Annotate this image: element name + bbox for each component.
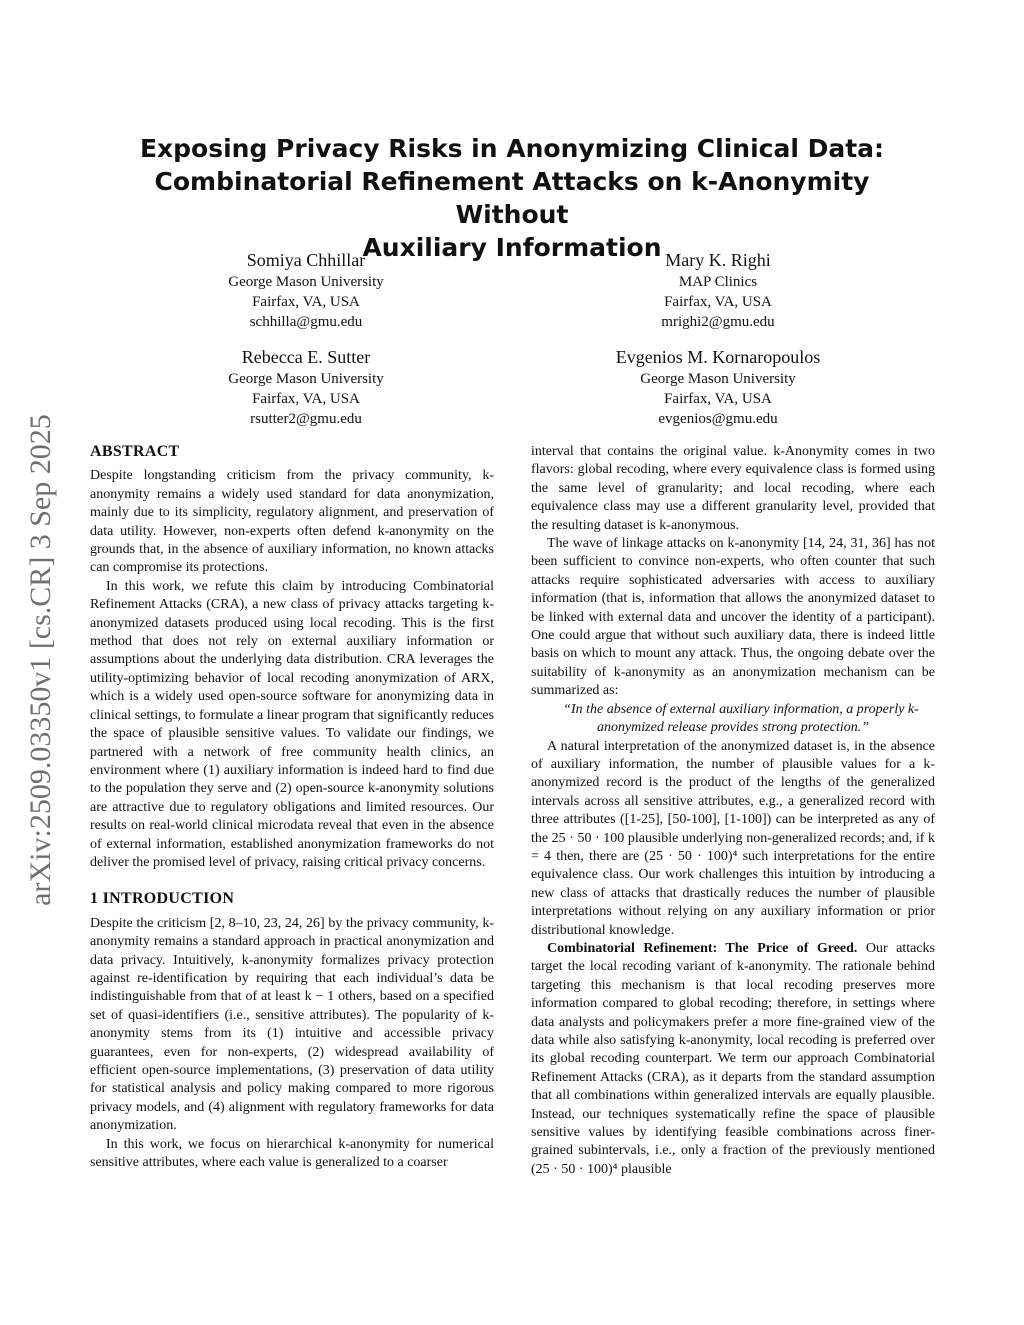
author-email[interactable]: evgenios@gmu.edu bbox=[658, 411, 778, 427]
author-block-3 bbox=[166, 345, 446, 429]
right-paragraph-1: interval that contains the original value. k-Anonymity comes in two flavors: global recoding, where every equivalence class is formed using the same level of granularity; and local recoding, where each equivalence class may use a different granularity level, provided that the resulting dataset is k-anonymous. bbox=[531, 444, 935, 533]
arxiv-id: arXiv:2509.03350v1 [cs.CR] 3 Sep 2025 bbox=[24, 414, 57, 906]
paragraph-body: Our attacks target the local recoding variant of k-anonymity. The rationale behind targeting this mechanism is that local recoding preserves more information compared to global recoding; therefore, in settings where data analysts and policymakers prefer a more fine-grained view of the data while also satisfying k-anonymity, local recoding is preferred over its global recoding counterpart. We term our approach Combinatorial Refinement Attacks (CRA), as it departs from the standard assumption that all combinations within generalized intervals are equally plausible. Instead, our techniques systematically refine the space of plausible sensitive values by identifying feasible combinations across finer-grained subintervals, i.e., only a fraction of the previously mentioned (25 · 50 · 100)⁴ plausible bbox=[531, 940, 935, 1177]
paper-title bbox=[100, 132, 924, 264]
author-location: Fairfax, VA, USA bbox=[664, 294, 772, 310]
title-line-1: Exposing Privacy Risks in Anonymizing Clinical Data: bbox=[139, 134, 885, 163]
author-email[interactable]: schhilla@gmu.edu bbox=[249, 314, 363, 330]
author-block-2 bbox=[578, 248, 858, 332]
title-line-2: Combinatorial Refinement Attacks on k-Anonymity Without bbox=[154, 167, 870, 229]
author-email[interactable]: mrighi2@gmu.edu bbox=[661, 314, 775, 330]
intro-paragraph-2: In this work, we focus on hierarchical k-anonymity for numerical sensitive attributes, where each value is generalized to a coarser bbox=[90, 1136, 494, 1171]
author-block-1 bbox=[166, 248, 446, 332]
introduction-heading: 1 INTRODUCTION bbox=[90, 890, 235, 908]
author-block-4 bbox=[578, 345, 858, 429]
author-affiliation: George Mason University bbox=[640, 371, 796, 387]
left-column bbox=[90, 443, 494, 1172]
author-affiliation: George Mason University bbox=[228, 371, 384, 387]
right-paragraph-2: The wave of linkage attacks on k-anonymity [14, 24, 31, 36] has not been sufficient to convince non-experts, who often counter that such attacks require sophisticated adversaries with access to auxiliary information (that is, information that allows the anonymized dataset to be linked with external data and uncover the identity of a participant). One could argue that without such auxiliary data, there is indeed little basis on which to mount any attack. Thus, the ongoing debate over the suitability of k-anonymity as an anonymization mechanism can be summarized as: bbox=[531, 536, 935, 699]
title-line-3: Auxiliary Information bbox=[362, 233, 662, 262]
abstract-paragraph-2: In this work, we refute this claim by introducing Combinatorial Refinement Attacks (CRA), a new class of privacy attacks targeting k-anonymized datasets produced using local recoding. This is the first method that does not rely on external auxiliary information or assumptions about the underlying data distribution. CRA leverages the utility-optimizing behavior of local recoding anonymization of ARX, which is a widely used open-source software for anonymizing data in clinical settings, to formulate a linear program that significantly reduces the space of plausible sensitive values. To validate our findings, we partnered with a network of free community health clinics, an environment where (1) auxiliary information is indeed hard to find due to the population they serve and (2) open-source k-anonymity solutions are attractive due to regulatory obligations and limited resources. Our results on real-world clinical microdata reveal that even in the absence of external information, established anonymization frameworks do not deliver the promised level of privacy, raising critical privacy concerns. bbox=[90, 578, 494, 870]
author-name: Somiya Chhillar bbox=[246, 250, 366, 270]
abstract-heading: ABSTRACT bbox=[90, 443, 180, 460]
author-email[interactable]: rsutter2@gmu.edu bbox=[250, 411, 362, 427]
author-location: Fairfax, VA, USA bbox=[252, 391, 360, 407]
pull-quote: “In the absence of external auxiliary information, a properly k-anonymized release provides strong protection.” bbox=[563, 701, 919, 736]
paragraph-lead-in: Combinatorial Refinement: The Price of Greed. bbox=[547, 940, 858, 956]
right-paragraph-4 bbox=[531, 940, 935, 1179]
right-column bbox=[531, 443, 935, 1179]
abstract-paragraph-1: Despite longstanding criticism from the privacy community, k-anonymity remains a widely used standard for data anonymization, mainly due to its simplicity, regulatory alignment, and preservation of data utility. However, non-experts often defend k-anonymity on the grounds that, in the absence of auxiliary information, no known attacks can compromise its protections. bbox=[90, 468, 494, 576]
author-location: Fairfax, VA, USA bbox=[664, 391, 772, 407]
right-paragraph-3: A natural interpretation of the anonymized dataset is, in the absence of auxiliary information, the number of plausible values for a k-anonymized record is the product of the lengths of the generalized intervals across all sensitive attributes, e.g., a generalized record with three attributes ([1-25], [50-100], [1-100]) can be interpreted as any of the 25 · 50 · 100 plausible underlying non-generalized records; and, if k = 4 then, there are (25 · 50 · 100)⁴ such interpretations for the entire equivalence class. Our work challenges this intuition by introducing a new class of attacks that drastically reduces the number of plausible interpretations without relying on any auxiliary information or prior distributional knowledge. bbox=[531, 738, 935, 938]
author-location: Fairfax, VA, USA bbox=[252, 294, 360, 310]
arxiv-sidebar-stamp bbox=[16, 380, 66, 940]
author-name: Rebecca E. Sutter bbox=[241, 347, 371, 367]
author-name: Evgenios M. Kornaropoulos bbox=[615, 347, 821, 367]
author-affiliation: MAP Clinics bbox=[678, 274, 758, 290]
author-affiliation: George Mason University bbox=[228, 274, 384, 290]
intro-paragraph-1: Despite the criticism [2, 8–10, 23, 24, 26] by the privacy community, k-anonymity remains a standard approach in practical anonymization and data privacy. Intuitively, k-anonymity formalizes privacy protection against re-identification by requiring that each individual’s data be indistinguishable from that of at least k − 1 others, based on a specified set of quasi-identifiers (i.e., sensitive attributes). The popularity of k-anonymity stems from its (1) intuitive and accessible privacy guarantees, even for non-experts, (2) widespread availability of efficient open-source implementations, (3) preservation of data utility for statistical analysis and policy making compared to more rigorous privacy models, and (4) alignment with regulatory frameworks for data anonymization. bbox=[90, 915, 494, 1134]
author-name: Mary K. Righi bbox=[665, 250, 771, 270]
